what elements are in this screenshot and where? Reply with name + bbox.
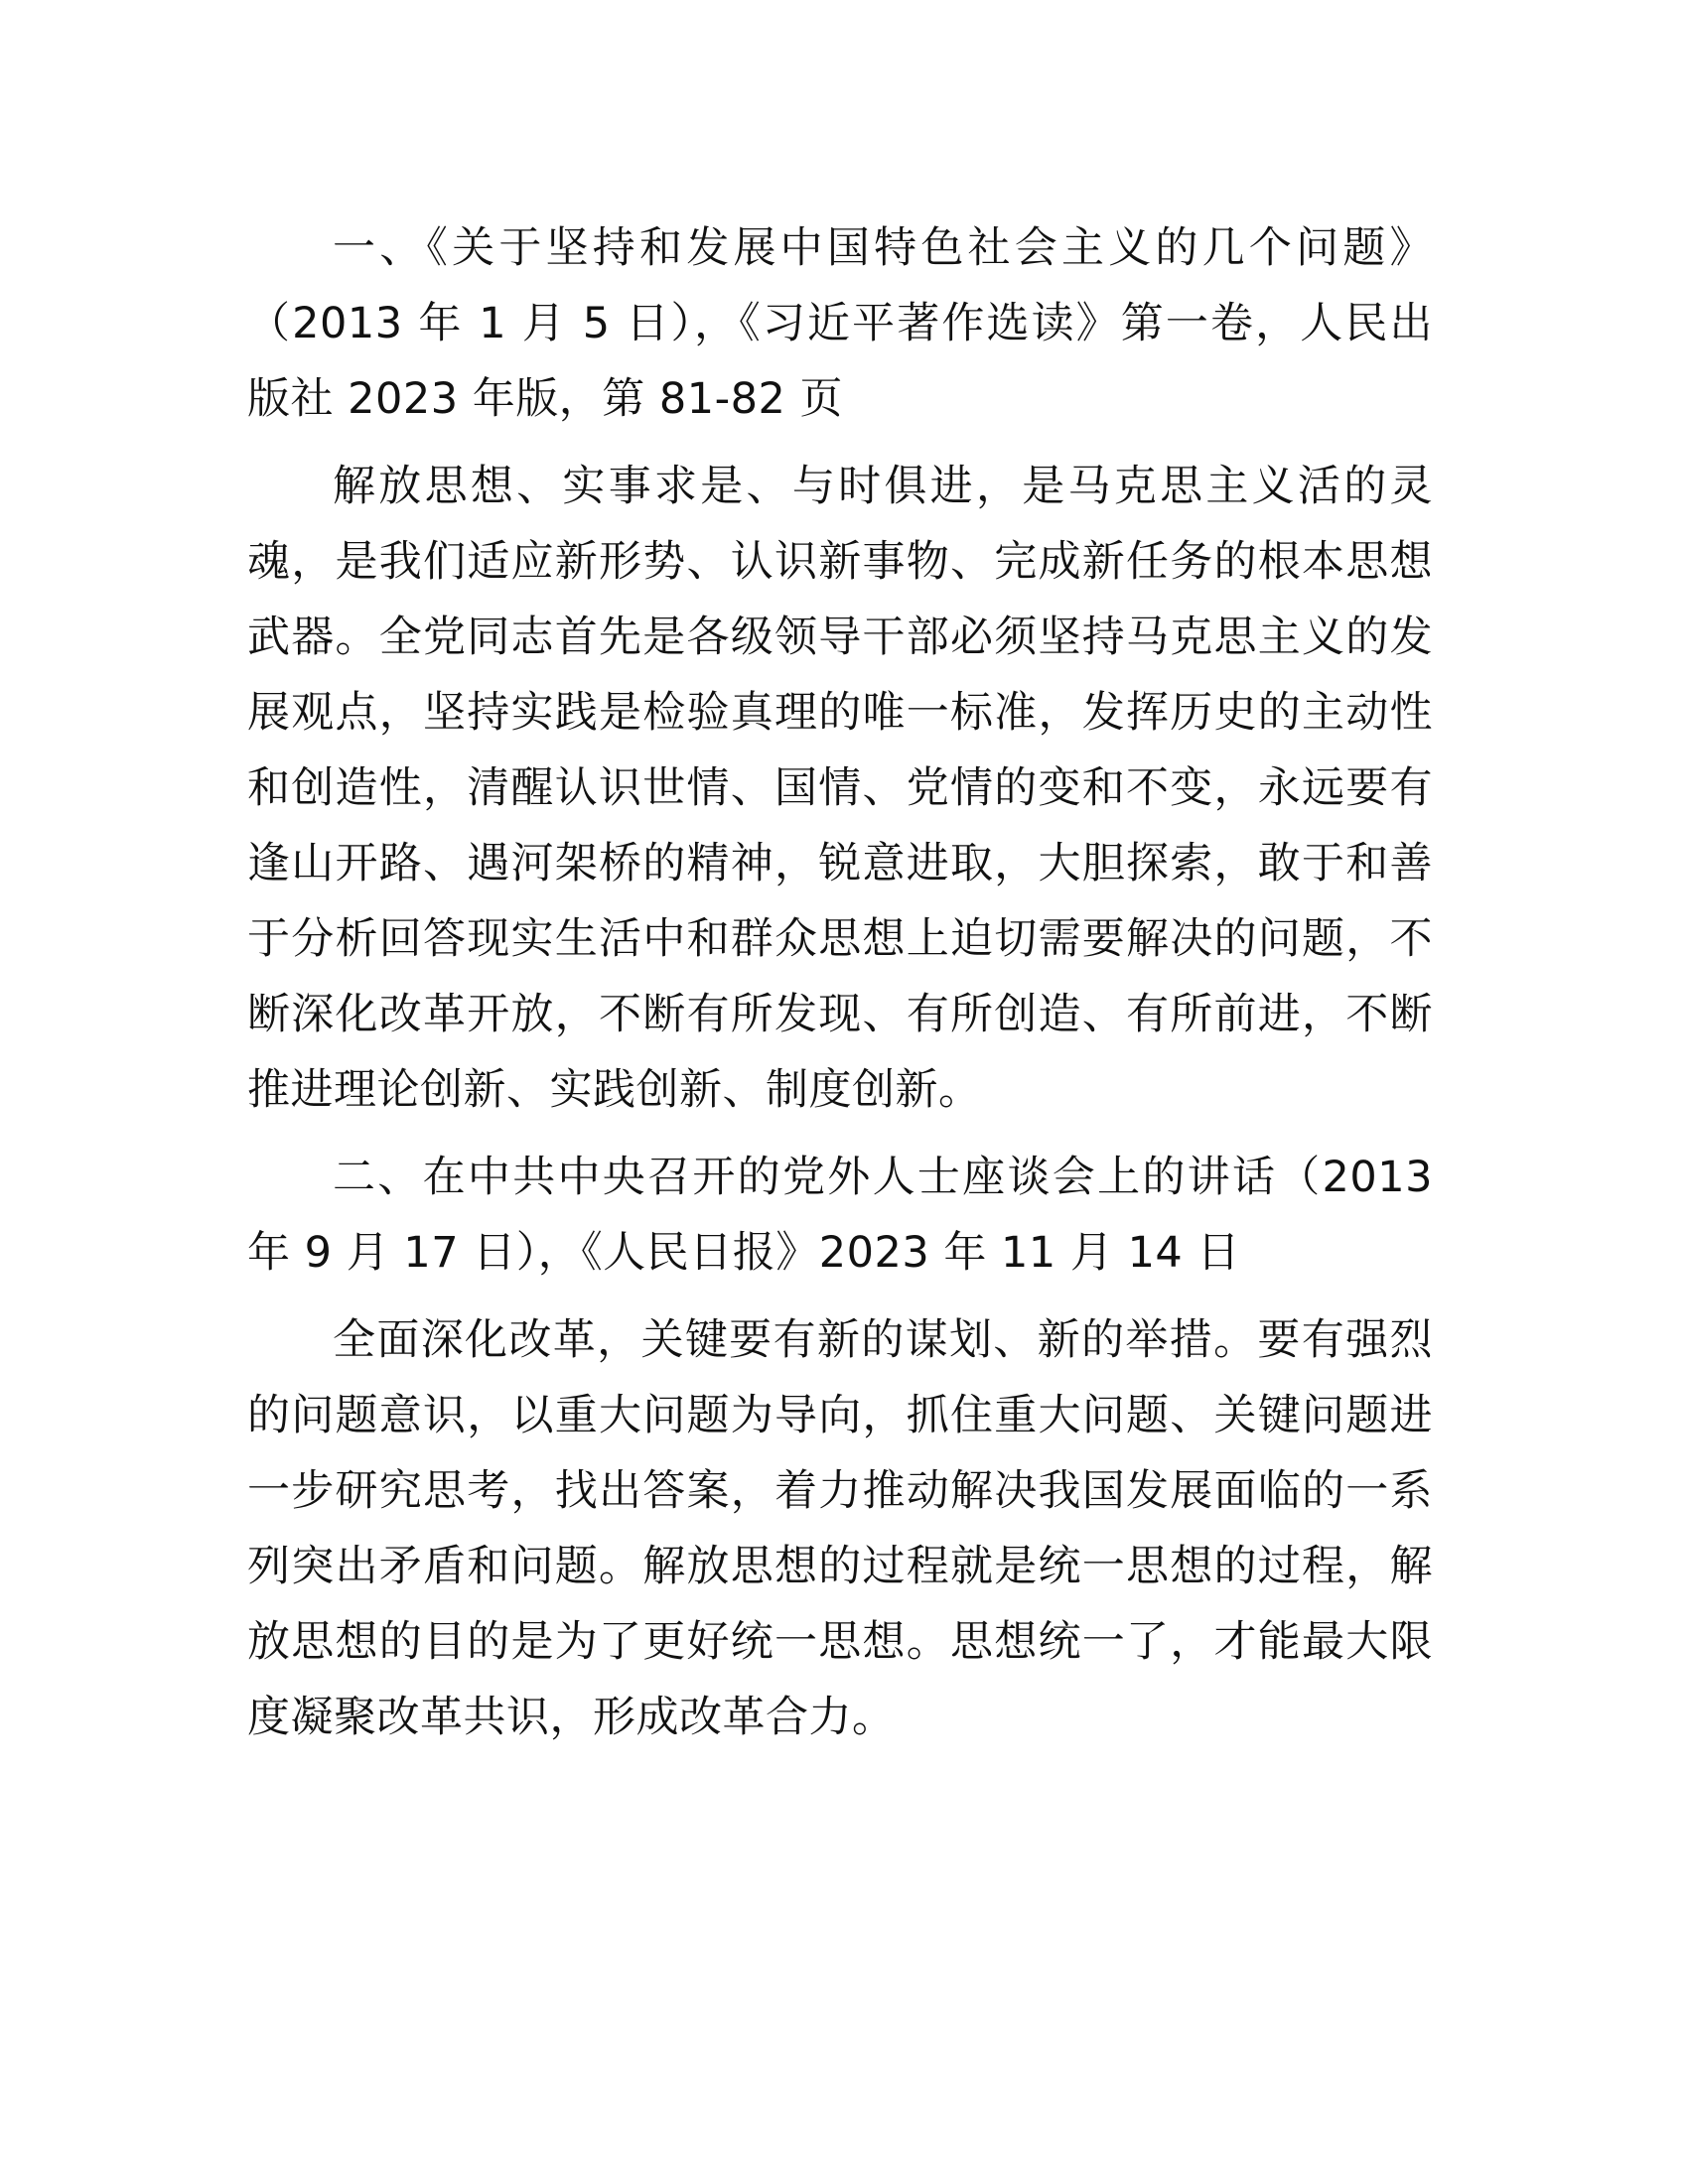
section-1-heading: 一、《关于坚持和发展中国特色社会主义的几个问题》（2013 年 1 月 5 日），《习近平著作选读》第一卷，人民出版社 2023 年版，第 81-82 页 (247, 223, 1433, 424)
section-2-body: 全面深化改革，关键要有新的谋划、新的举措。要有强烈的问题意识，以重大问题为导向，抓住重大问题、关键问题进一步研究思考，找出答案，着力推动解决我国发展面临的一系列突出矛盾和问题。解放思想的过程就是统一思想的过程，解放思想的目的是为了更好统一思想。思想统一了，才能最大限度凝聚改革共识，形成改革合力。 (247, 1315, 1433, 1742)
section-2-heading: 二、在中共中央召开的党外人士座谈会上的讲话（2013 年 9 月 17 日），《人民日报》2023 年 11 月 14 日 (247, 1153, 1433, 1278)
document-body (247, 210, 1433, 1767)
section-1-body: 解放思想、实事求是、与时俱进，是马克思主义活的灵魂，是我们适应新形势、认识新事物、完成新任务的根本思想武器。全党同志首先是各级领导干部必须坚持马克思主义的发展观点，坚持实践是检验真理的唯一标准，发挥历史的主动性和创造性，清醒认识世情、国情、党情的变和不变，永远要有逢山开路、遇河架桥的精神，锐意进取，大胆探索，敢于和善于分析回答现实生活中和群众思想上迫切需要解决的问题，不断深化改革开放，不断有所发现、有所创造、有所前进，不断推进理论创新、实践创新、制度创新。 (247, 462, 1433, 1115)
